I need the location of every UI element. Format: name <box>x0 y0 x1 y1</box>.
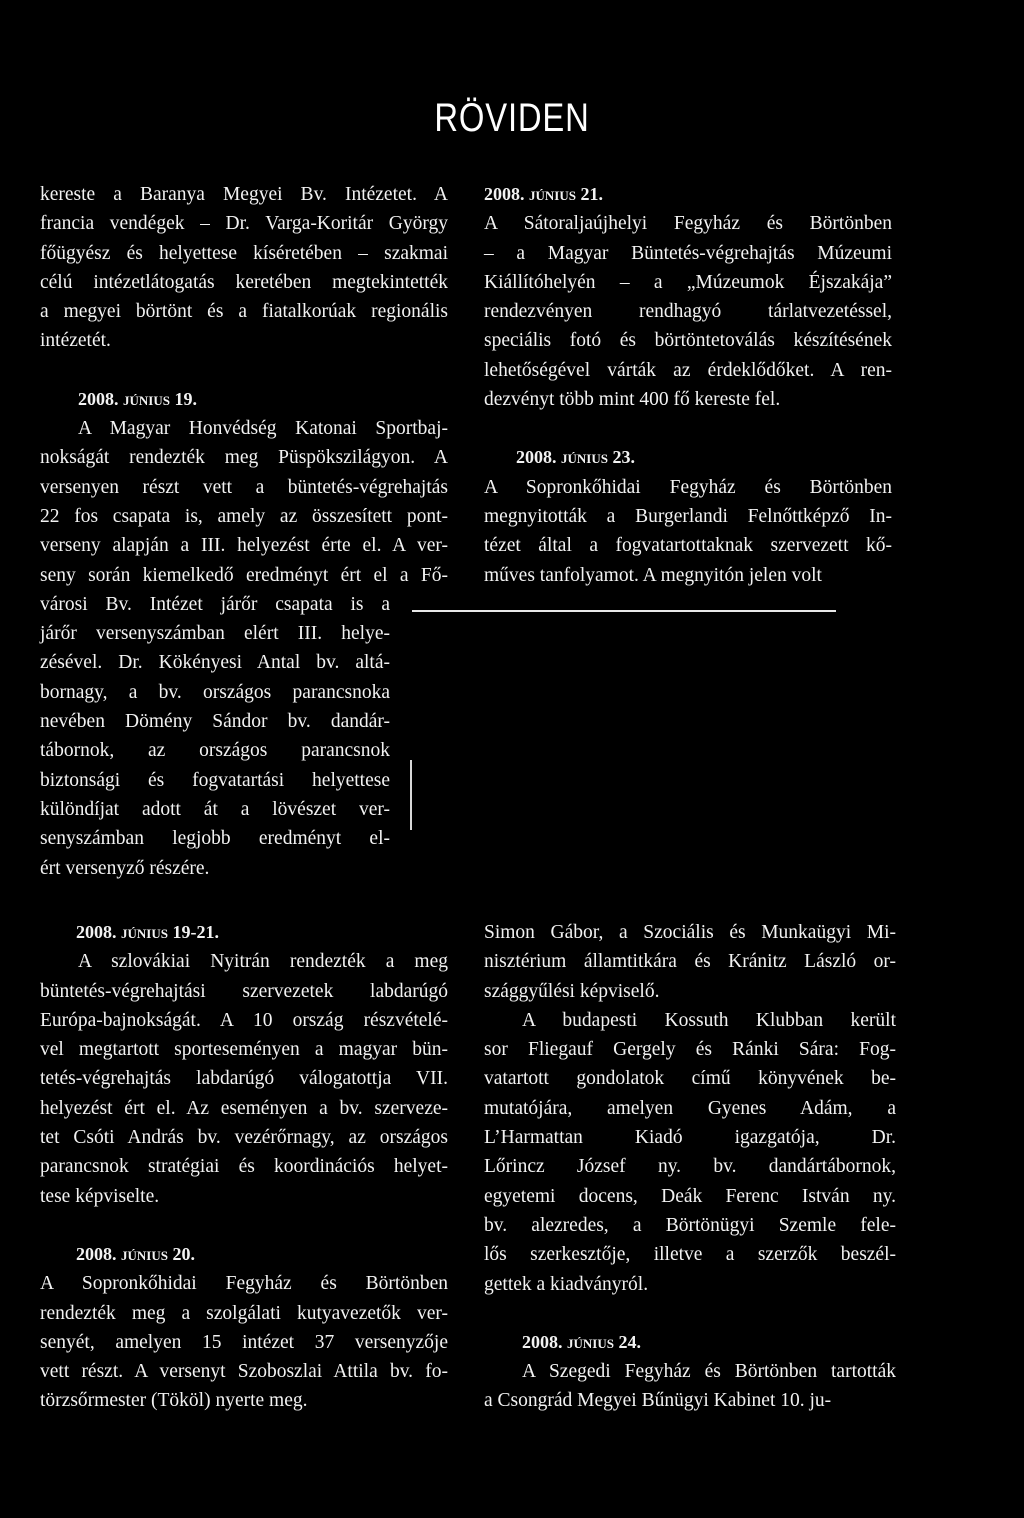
column-bottom-right <box>484 918 896 1416</box>
date-month-day: június 24. <box>567 1331 641 1352</box>
text-line: nevében Dömény Sándor bv. dandár- <box>40 711 390 733</box>
text-line: különdíjat adott át a lövészet ver- <box>40 798 390 820</box>
text-line: vett részt. A versenyt Szoboszlai Attila bv. fo- <box>40 1361 448 1383</box>
text-line: Simon Gábor, a Szociális és Munkaügyi Mi- <box>484 922 896 943</box>
event-body-june-23 <box>484 473 892 590</box>
column-divider-rule <box>412 610 836 612</box>
event-date-june-24 <box>484 1328 896 1357</box>
text-line: rendezvényen rendhagyó tárlatvezetéssel, <box>484 301 892 323</box>
text-line: senyét, amelyen 15 intézet 37 versenyzője <box>40 1331 448 1353</box>
column-top-left <box>40 180 448 883</box>
text-line: helyezést ért el. Az eseményen a bv. szerveze- <box>40 1097 448 1119</box>
text-line: a megyei börtönt és a fiatalkorúak regionális <box>40 301 448 323</box>
text-line: mutatójára, amelyen Gyenes Adám, a <box>484 1097 896 1119</box>
text-line: sor Fliegauf Gergely és Ránki Sára: Fog- <box>484 1039 896 1061</box>
text-line: verseny alapján a III. helyezést érte el. A ver- <box>40 535 448 557</box>
text-line: – a Magyar Büntetés-végrehajtás Múzeumi <box>484 242 892 264</box>
text-line: A Szegedi Fegyház és Börtönben tartották <box>522 1361 896 1383</box>
text-line: büntetés-végrehajtási szervezetek labdarúgó <box>40 980 448 1002</box>
column-bottom-left <box>40 918 448 1416</box>
text-line: egyetemi docens, Deák Ferenc István ny. <box>484 1185 896 1207</box>
event-date-june-19-21 <box>40 918 448 947</box>
date-year: 2008. <box>484 184 525 204</box>
text-line: főügyész és helyettese kíséretében – szakmai <box>40 242 448 264</box>
date-year: 2008. <box>76 1243 117 1264</box>
text-line: parancsnok stratégiai és koordinációs helyet- <box>40 1156 448 1178</box>
text-line: tézet által a fogvatartottaknak szervezett kő- <box>484 535 892 557</box>
text-line: szággyűlési képviselő. <box>484 980 660 1002</box>
text-line: bv. alezredes, a Börtönügyi Szemle fele- <box>484 1214 896 1236</box>
text-line: műves tanfolyamot. A megnyitón jelen volt <box>484 564 822 586</box>
text-line: Európa-bajnokságát. A 10 ország részvételé- <box>40 1009 448 1031</box>
text-line: biztonsági és fogvatartási helyettese <box>40 769 390 791</box>
text-line: dezvényt több mint 400 fő kereste fel. <box>484 389 781 411</box>
date-year: 2008. <box>76 922 117 942</box>
text-line: senyszámban legjobb eredményt el- <box>40 828 390 850</box>
text-line: kereste a Baranya Megyei Bv. Intézetet. A <box>40 184 448 205</box>
text-line: 22 fos csapata is, amely az összesített pont- <box>40 505 448 527</box>
text-line: tese képviselte. <box>40 1185 160 1207</box>
text-line: megnyitották a Burgerlandi Felnőttképző In- <box>484 505 892 527</box>
text-line: tet Csóti András bv. vezérőrnagy, az országos <box>40 1127 448 1149</box>
text-line: francia vendégek – Dr. Varga-Koritár György <box>40 213 448 235</box>
text-line: A Sopronkőhidai Fegyház és Börtönben <box>484 476 892 498</box>
intro-paragraph <box>40 180 448 356</box>
event-body-june-21 <box>484 209 892 414</box>
text-line: Kiállítóhelyén – a „Múzeumok Éjszakája” <box>484 271 892 293</box>
text-line: A Sopronkőhidai Fegyház és Börtönben <box>40 1273 448 1295</box>
text-line: nisztérium államtitkára és Kránitz László or- <box>484 951 896 973</box>
date-month-day: június 19-21. <box>121 922 219 942</box>
text-line: zésével. Dr. Kökényesi Antal bv. altá- <box>40 652 390 674</box>
vertical-divider-rule <box>410 760 412 830</box>
text-line: vel megtartott sporteseményen a magyar bün- <box>40 1039 448 1061</box>
text-line: a Csongrád Megyei Bűnügyi Kabinet 10. ju- <box>484 1390 832 1412</box>
date-year: 2008. <box>516 447 557 468</box>
text-line: Lőrincz József ny. bv. dandártábornok, <box>484 1156 896 1178</box>
event-date-june-19 <box>40 385 448 414</box>
text-line: L’Harmattan Kiadó igazgatója, Dr. <box>484 1127 896 1149</box>
text-line: bornagy, a bv. országos parancsnoka <box>40 681 390 703</box>
date-month-day: június 21. <box>529 184 603 204</box>
section-heading: RÖVIDEN <box>434 96 590 140</box>
date-month-day: június 19. <box>123 388 197 409</box>
date-year: 2008. <box>522 1331 563 1352</box>
text-line: speciális fotó és börtöntetoválás készítésének <box>484 330 892 352</box>
text-line: A budapesti Kossuth Klubban került <box>522 1009 896 1031</box>
text-line: intézetét. <box>40 330 111 352</box>
column-top-right <box>484 180 892 590</box>
text-line: A Magyar Honvédség Katonai Sportbaj- <box>78 418 448 440</box>
text-line: lős szerkesztője, illetve a szerzők beszél- <box>484 1244 896 1266</box>
text-line: célú intézetlátogatás keretében megtekintették <box>40 271 448 293</box>
event-body-june-19-21 <box>40 947 448 1211</box>
event-date-june-20 <box>40 1240 448 1269</box>
text-line: városi Bv. Intézet járőr csapata is a <box>40 593 390 615</box>
event-date-june-23 <box>484 443 892 472</box>
text-line: nokságát rendezték meg Püspökszilágyon. A <box>40 447 448 469</box>
text-line: tábornok, az országos parancsnok <box>40 740 390 762</box>
text-line: törzsőrmester (Tököl) nyerte meg. <box>40 1390 308 1412</box>
text-line: seny során kiemelkedő eredményt ért el a Fő- <box>40 564 448 586</box>
text-line: versenyen részt vett a büntetés-végrehajtás <box>40 476 448 498</box>
event-body-june-19 <box>40 414 448 883</box>
text-line: ért versenyző részére. <box>40 857 210 879</box>
event-body-june-20 <box>40 1269 448 1415</box>
event-date-june-21 <box>484 180 892 209</box>
event-body-june-24 <box>484 1357 896 1416</box>
date-month-day: június 20. <box>121 1243 195 1264</box>
text-line: A szlovákiai Nyitrán rendezték a meg <box>78 951 448 973</box>
text-line: járőr versenyszámban elért III. helye- <box>40 623 390 645</box>
date-month-day: június 23. <box>561 447 635 468</box>
text-line: vatartott gondolatok című könyvének be- <box>484 1068 896 1090</box>
continued-paragraph <box>484 918 896 1006</box>
text-line: A Sátoraljaújhelyi Fegyház és Börtönben <box>484 213 892 235</box>
text-line: tetés-végrehajtás labdarúgó válogatottja VII. <box>40 1068 448 1090</box>
date-year: 2008. <box>78 388 119 409</box>
book-launch-paragraph <box>484 1006 896 1299</box>
text-line: gettek a kiadványról. <box>484 1273 649 1295</box>
text-line: lehetőségével várták az érdeklődőket. A ren- <box>484 359 892 381</box>
text-line: rendezték meg a szolgálati kutyavezetők ver- <box>40 1302 448 1324</box>
